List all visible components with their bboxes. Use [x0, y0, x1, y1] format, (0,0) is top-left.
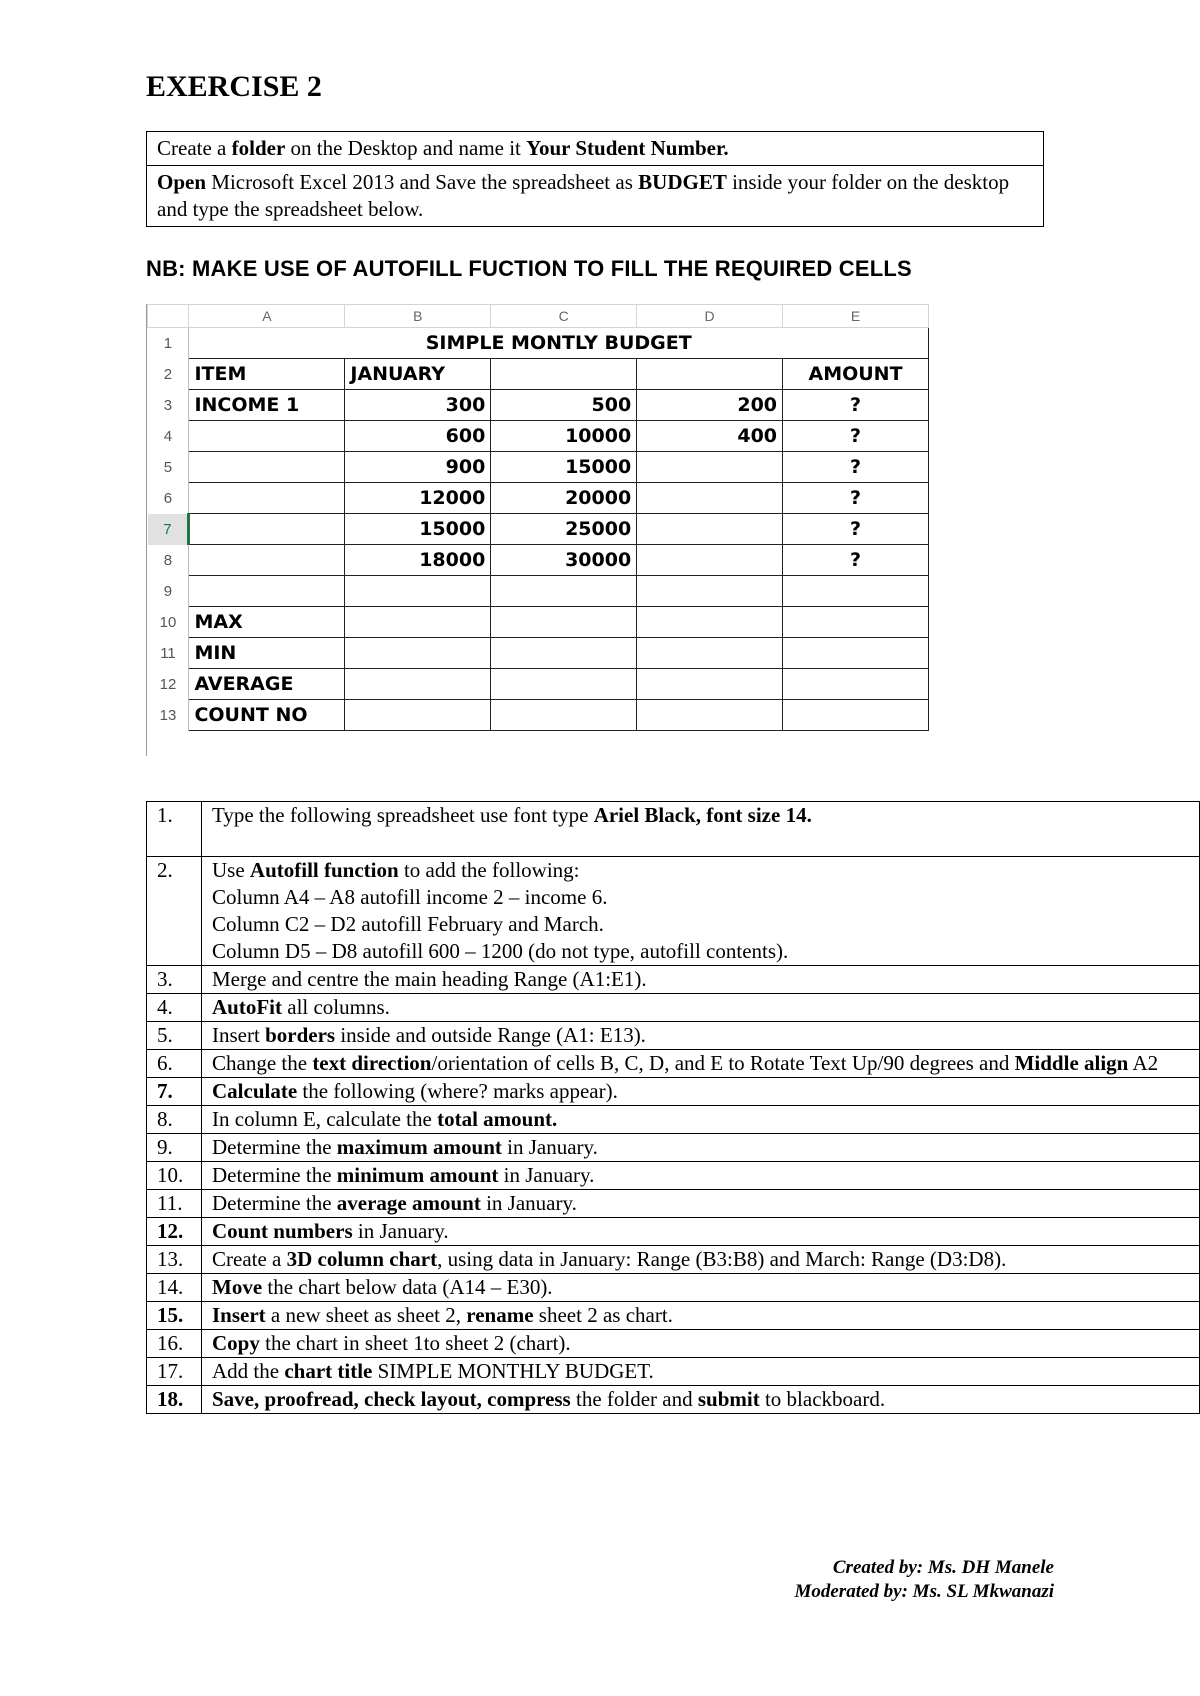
task-number: 10. [147, 1162, 202, 1190]
task-plain-text: , using data in January: Range (B3:B8) and March: Range (D3:D8). [437, 1247, 1007, 1271]
task-line [212, 1386, 1189, 1413]
task-bold-text: average amount [336, 1191, 481, 1215]
column-header: C [491, 305, 637, 328]
sheet-cell: ITEM [189, 359, 345, 390]
task-list [146, 801, 1200, 1414]
task-line [212, 802, 1189, 829]
sheet-cell [637, 700, 783, 731]
task-plain-text: Create a [212, 1247, 287, 1271]
task-text [202, 1246, 1200, 1274]
sheet-cell: 600 [345, 421, 491, 452]
task-line [212, 1162, 1189, 1189]
task-subline: Column A4 – A8 autofill income 2 – income 6. [212, 885, 608, 909]
task-text [202, 1106, 1200, 1134]
sheet-cell: ? [783, 452, 929, 483]
sheet-cell: 30000 [491, 545, 637, 576]
task-plain-text: Insert [212, 1023, 266, 1047]
task-row [147, 1386, 1200, 1414]
intro-bold: Your Student Number. [526, 136, 729, 160]
sheet-row [148, 638, 929, 669]
sheet-cell: MIN [189, 638, 345, 669]
spreadsheet-screenshot [146, 304, 929, 756]
task-number: 16. [147, 1330, 202, 1358]
sheet-cell: 400 [637, 421, 783, 452]
task-plain-text: to add the following: [398, 858, 580, 882]
task-text [202, 1218, 1200, 1246]
task-line [212, 994, 1189, 1021]
task-bold-text: Copy [212, 1331, 260, 1355]
sheet-cell [189, 514, 345, 545]
task-plain-text: all columns. [282, 995, 390, 1019]
task-row [147, 1274, 1200, 1302]
task-row [147, 1302, 1200, 1330]
task-row [147, 1134, 1200, 1162]
column-header: D [637, 305, 783, 328]
task-bold-text: total amount. [437, 1107, 558, 1131]
task-line [212, 1302, 1189, 1329]
intro-bold: BUDGET [638, 170, 727, 194]
task-number: 7. [147, 1078, 202, 1106]
task-text [202, 802, 1200, 857]
task-plain-text: to blackboard. [759, 1387, 886, 1411]
task-text [202, 1330, 1200, 1358]
sheet-cell: 15000 [491, 452, 637, 483]
intro-bold: Open [157, 170, 207, 194]
sheet-cell: AVERAGE [189, 669, 345, 700]
nb-note: NB: MAKE USE OF AUTOFILL FUCTION TO FILL THE REQUIRED CELLS [146, 256, 912, 281]
task-line [212, 1106, 1189, 1133]
column-header: A [189, 305, 345, 328]
sheet-cell: AMOUNT [783, 359, 929, 390]
intro-text: Microsoft Excel 2013 and Save the spreadsheet as [206, 170, 639, 194]
task-row [147, 1246, 1200, 1274]
sheet-cell [491, 669, 637, 700]
sheet-cell [345, 576, 491, 607]
sheet-cell [345, 700, 491, 731]
sheet-cell [637, 452, 783, 483]
task-line [212, 857, 1189, 884]
sheet-cell: ? [783, 421, 929, 452]
task-number: 14. [147, 1274, 202, 1302]
task-row [147, 1190, 1200, 1218]
task-bold-text: submit [697, 1387, 760, 1411]
task-plain-text: inside and outside Range (A1: E13). [335, 1023, 646, 1047]
sheet-cell: ? [783, 545, 929, 576]
sheet-cell: 500 [491, 390, 637, 421]
task-row [147, 994, 1200, 1022]
row-header: 12 [148, 669, 189, 700]
task-plain-text: the following (where? marks appear). [297, 1079, 618, 1103]
task-plain-text: the chart in sheet 1to sheet 2 (chart). [259, 1331, 571, 1355]
sheet-cell: INCOME 1 [189, 390, 345, 421]
task-bold-text: 3D column chart [286, 1247, 438, 1271]
task-row [147, 966, 1200, 994]
task-plain-text: Merge and centre the main heading Range (A1:E1). [212, 967, 647, 991]
sheet-cell [189, 421, 345, 452]
intro-instructions [146, 131, 1044, 227]
sheet-row [148, 545, 929, 576]
sheet-cell: 15000 [345, 514, 491, 545]
task-number: 18. [147, 1386, 202, 1414]
column-header: E [783, 305, 929, 328]
merged-heading-cell: SIMPLE MONTLY BUDGET [189, 328, 929, 359]
task-bold-text: Calculate [212, 1079, 298, 1103]
task-number: 5. [147, 1022, 202, 1050]
task-plain-text: In column E, calculate the [212, 1107, 438, 1131]
sheet-cell [345, 669, 491, 700]
sheet-cell [637, 669, 783, 700]
sheet-row [148, 421, 929, 452]
task-bold-text: Move [212, 1275, 263, 1299]
task-number: 6. [147, 1050, 202, 1078]
task-bold-text: Insert [212, 1303, 266, 1327]
sheet-cell [491, 576, 637, 607]
task-bold-text: maximum amount [336, 1135, 502, 1159]
task-text [202, 1050, 1200, 1078]
task-text [202, 1190, 1200, 1218]
sheet-cell [783, 576, 929, 607]
task-number: 9. [147, 1134, 202, 1162]
sheet-cell: ? [783, 514, 929, 545]
task-text [202, 1078, 1200, 1106]
task-line [212, 1218, 1189, 1245]
page-title: EXERCISE 2 [146, 70, 322, 103]
sheet-cell [491, 607, 637, 638]
intro-bold: folder [231, 136, 286, 160]
sheet-cell [637, 576, 783, 607]
sheet-row [148, 669, 929, 700]
task-bold-text: AutoFit [212, 995, 282, 1019]
task-bold-text: chart title [284, 1359, 373, 1383]
row-header: 11 [148, 638, 189, 669]
spreadsheet-grid [147, 304, 929, 731]
sheet-row [148, 607, 929, 638]
sheet-cell: 25000 [491, 514, 637, 545]
sheet-cell [345, 607, 491, 638]
moderated-by: Moderated by: Ms. SL Mkwanazi [794, 1581, 1054, 1602]
task-number: 1. [147, 802, 202, 857]
task-bold-text: minimum amount [336, 1163, 499, 1187]
sheet-cell [637, 359, 783, 390]
task-bold-text: rename [466, 1303, 534, 1327]
row-header: 4 [148, 421, 189, 452]
task-plain-text: Add the [212, 1359, 285, 1383]
task-line [212, 1246, 1189, 1273]
task-text [202, 1274, 1200, 1302]
sheet-cell: 900 [345, 452, 491, 483]
sheet-cell: 300 [345, 390, 491, 421]
sheet-cell [189, 545, 345, 576]
task-subline: Column D5 – D8 autofill 600 – 1200 (do not type, autofill contents). [212, 939, 789, 963]
row-header: 10 [148, 607, 189, 638]
sheet-cell [637, 514, 783, 545]
row-header: 3 [148, 390, 189, 421]
row-header: 2 [148, 359, 189, 390]
task-plain-text: a new sheet as sheet 2, [265, 1303, 467, 1327]
task-row [147, 1218, 1200, 1246]
intro-text: inside your folder on the desktop and type the spreadsheet below. [157, 170, 1010, 221]
row-header: 9 [148, 576, 189, 607]
task-plain-text: in January. [480, 1191, 577, 1215]
sheet-row [148, 390, 929, 421]
row-header: 1 [148, 328, 189, 359]
task-line [212, 1078, 1189, 1105]
task-text [202, 1386, 1200, 1414]
task-text [202, 1162, 1200, 1190]
sheet-cell [491, 700, 637, 731]
sheet-row [148, 576, 929, 607]
task-plain-text: the chart below data (A14 – E30). [262, 1275, 553, 1299]
sheet-row [148, 483, 929, 514]
sheet-cell: MAX [189, 607, 345, 638]
task-row [147, 1330, 1200, 1358]
task-line [212, 966, 1189, 993]
task-number: 17. [147, 1358, 202, 1386]
row-header: 6 [148, 483, 189, 514]
credits [794, 1556, 1054, 1604]
task-row [147, 1162, 1200, 1190]
sheet-row [148, 700, 929, 731]
task-plain-text: Determine the [212, 1191, 337, 1215]
task-bold-text: borders [265, 1023, 336, 1047]
task-text [202, 1302, 1200, 1330]
sheet-cell: 18000 [345, 545, 491, 576]
task-line [212, 1050, 1189, 1077]
task-subline: Column C2 – D2 autofill February and March. [212, 912, 604, 936]
task-row [147, 1050, 1200, 1078]
sheet-cell [783, 607, 929, 638]
task-plain-text: Determine the [212, 1163, 337, 1187]
sheet-cell: 10000 [491, 421, 637, 452]
sheet-cell: COUNT NO [189, 700, 345, 731]
sheet-cell [345, 638, 491, 669]
sheet-cell [491, 359, 637, 390]
intro-row-2 [147, 166, 1044, 227]
task-plain-text: Type the following spreadsheet use font type [212, 803, 594, 827]
sheet-cell [783, 669, 929, 700]
sheet-row [148, 514, 929, 545]
task-row [147, 1358, 1200, 1386]
task-number: 8. [147, 1106, 202, 1134]
sheet-row [148, 359, 929, 390]
task-plain-text: in January. [352, 1219, 449, 1243]
sheet-cell [637, 545, 783, 576]
row-header: 5 [148, 452, 189, 483]
task-bold-text: Save, proofread, check layout, compress [212, 1387, 571, 1411]
task-text [202, 1358, 1200, 1386]
sheet-cell: JANUARY [345, 359, 491, 390]
intro-text: Create a [157, 136, 232, 160]
task-plain-text: Determine the [212, 1135, 337, 1159]
task-plain-text: the folder and [570, 1387, 698, 1411]
task-plain-text: Change the [212, 1051, 313, 1075]
sheet-row [148, 452, 929, 483]
sheet-cell [189, 452, 345, 483]
task-row [147, 1106, 1200, 1134]
sheet-cell: ? [783, 390, 929, 421]
sheet-cell [189, 483, 345, 514]
task-number: 2. [147, 857, 202, 966]
task-row [147, 1022, 1200, 1050]
task-number: 15. [147, 1302, 202, 1330]
sheet-cell [189, 576, 345, 607]
task-text [202, 857, 1200, 966]
task-bold-text: text direction [312, 1051, 432, 1075]
task-number: 11. [147, 1190, 202, 1218]
task-bold-text: Autofill function [249, 858, 399, 882]
task-row [147, 1078, 1200, 1106]
task-plain-text: in January. [501, 1135, 598, 1159]
sheet-cell [491, 638, 637, 669]
sheet-cell [637, 638, 783, 669]
task-line [212, 1274, 1189, 1301]
task-row [147, 857, 1200, 966]
created-by: Created by: Ms. DH Manele [832, 1557, 1054, 1578]
sheet-cell [783, 700, 929, 731]
task-bold-text: Count numbers [212, 1219, 353, 1243]
sheet-cell: 12000 [345, 483, 491, 514]
task-text [202, 994, 1200, 1022]
column-header: B [345, 305, 491, 328]
select-all-corner [148, 305, 189, 328]
task-plain-text: A2 [1128, 1051, 1159, 1075]
task-text [202, 1022, 1200, 1050]
sheet-cell: 200 [637, 390, 783, 421]
task-line [212, 1022, 1189, 1049]
task-line [212, 1190, 1189, 1217]
task-plain-text: Use [212, 858, 250, 882]
task-line [212, 1134, 1189, 1161]
row-header: 13 [148, 700, 189, 731]
task-line [212, 1330, 1189, 1357]
task-number: 3. [147, 966, 202, 994]
task-plain-text: /orientation of cells B, C, D, and E to Rotate Text Up/90 degrees and [431, 1051, 1015, 1075]
task-plain-text: sheet 2 as chart. [533, 1303, 673, 1327]
task-number: 13. [147, 1246, 202, 1274]
task-text [202, 1134, 1200, 1162]
task-bold-text: Ariel Black, font size 14. [593, 803, 812, 827]
task-text [202, 966, 1200, 994]
row-header: 8 [148, 545, 189, 576]
task-bold-text: Middle align [1014, 1051, 1129, 1075]
sheet-cell: 20000 [491, 483, 637, 514]
task-line [212, 1358, 1189, 1385]
row-header: 7 [148, 514, 189, 545]
task-number: 4. [147, 994, 202, 1022]
task-row [147, 802, 1200, 857]
sheet-cell: ? [783, 483, 929, 514]
task-plain-text: SIMPLE MONTHLY BUDGET. [372, 1359, 654, 1383]
task-plain-text: in January. [498, 1163, 595, 1187]
sheet-cell [637, 483, 783, 514]
sheet-cell [783, 638, 929, 669]
task-number: 12. [147, 1218, 202, 1246]
sheet-cell [637, 607, 783, 638]
intro-text: on the Desktop and name it [285, 136, 527, 160]
intro-row-1 [147, 132, 1044, 166]
